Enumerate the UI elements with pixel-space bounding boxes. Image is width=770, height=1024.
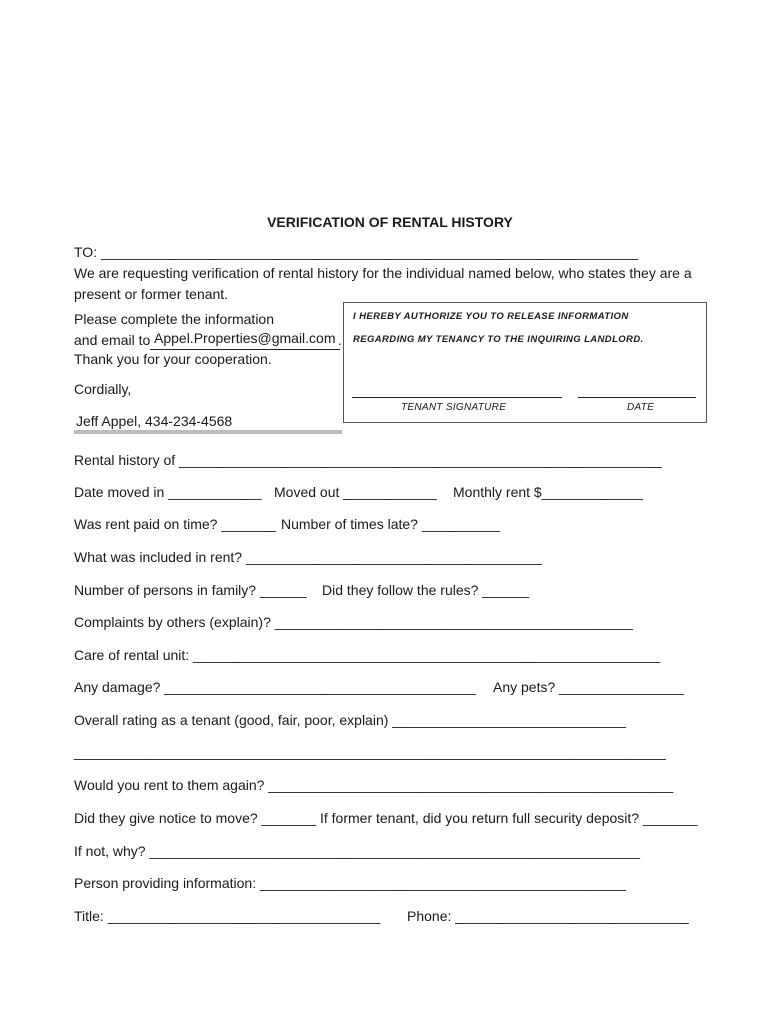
rent-paid-on-time-field[interactable]: Was rent paid on time? _______: [74, 516, 276, 532]
moved-out-field[interactable]: Moved out ____________: [274, 484, 437, 500]
date-label: DATE: [627, 402, 655, 413]
sender-text: Jeff Appel, 434-234-4568: [76, 413, 233, 429]
title-field[interactable]: Title: ___________________________________: [74, 908, 381, 924]
cordially-text: Cordially,: [74, 381, 132, 397]
email-address: Appel.Properties@gmail.com: [154, 330, 336, 346]
to-line: TO: _____________________________________________________________________: [74, 244, 639, 260]
rental-history-of-field[interactable]: Rental history of ______________________________________________________________: [74, 452, 662, 468]
security-deposit-field[interactable]: If former tenant, did you return full security deposit? _______: [320, 810, 698, 826]
authorization-line-2: REGARDING MY TENANCY TO THE INQUIRING LANDLORD.: [353, 334, 644, 345]
overall-rating-continuation[interactable]: ____________________________________________________________________________: [74, 744, 666, 760]
person-providing-field[interactable]: Person providing information: _______________________________________________: [74, 875, 626, 891]
date-line[interactable]: [578, 397, 696, 398]
date-moved-in-field[interactable]: Date moved in ____________: [74, 484, 262, 500]
phone-field[interactable]: Phone: ______________________________: [407, 908, 689, 924]
give-notice-field[interactable]: Did they give notice to move? _______: [74, 810, 317, 826]
sender-underline-bar: [74, 430, 342, 434]
any-damage-field[interactable]: Any damage? ________________________________________: [74, 679, 476, 695]
follow-rules-field[interactable]: Did they follow the rules? ______: [322, 582, 530, 598]
authorization-box: [343, 302, 707, 423]
complaints-field[interactable]: Complaints by others (explain)? ______________________________________________: [74, 614, 633, 630]
any-pets-field[interactable]: Any pets? ________________: [493, 679, 684, 695]
included-in-rent-field[interactable]: What was included in rent? ______________________________________: [74, 549, 542, 565]
complete-info-text: Please complete the information: [74, 311, 274, 327]
intro-line-2: present or former tenant.: [74, 286, 229, 302]
intro-line-1: We are requesting verification of rental history for the individual named below, who states they are a: [74, 265, 692, 281]
times-late-field[interactable]: Number of times late? __________: [281, 516, 500, 532]
persons-in-family-field[interactable]: Number of persons in family? ______: [74, 582, 307, 598]
thanks-text: Thank you for your cooperation.: [74, 351, 272, 367]
email-suffix-text: .: [338, 332, 342, 348]
tenant-signature-line[interactable]: [352, 397, 562, 398]
overall-rating-field[interactable]: Overall rating as a tenant (good, fair, poor, explain) ______________________________: [74, 712, 626, 728]
document-title: VERIFICATION OF RENTAL HISTORY: [267, 214, 513, 230]
tenant-signature-label: TENANT SIGNATURE: [401, 402, 507, 413]
email-underline: [150, 349, 340, 350]
rent-again-field[interactable]: Would you rent to them again? ____________________________________________________: [74, 777, 674, 793]
if-not-why-field[interactable]: If not, why? _______________________________________________________________: [74, 843, 641, 859]
authorization-line-1: I HEREBY AUTHORIZE YOU TO RELEASE INFORMATION: [353, 311, 629, 322]
email-prefix-text: and email to: [74, 332, 151, 348]
monthly-rent-field[interactable]: Monthly rent $_____________: [453, 484, 643, 500]
care-of-unit-field[interactable]: Care of rental unit: ____________________________________________________________: [74, 647, 661, 663]
